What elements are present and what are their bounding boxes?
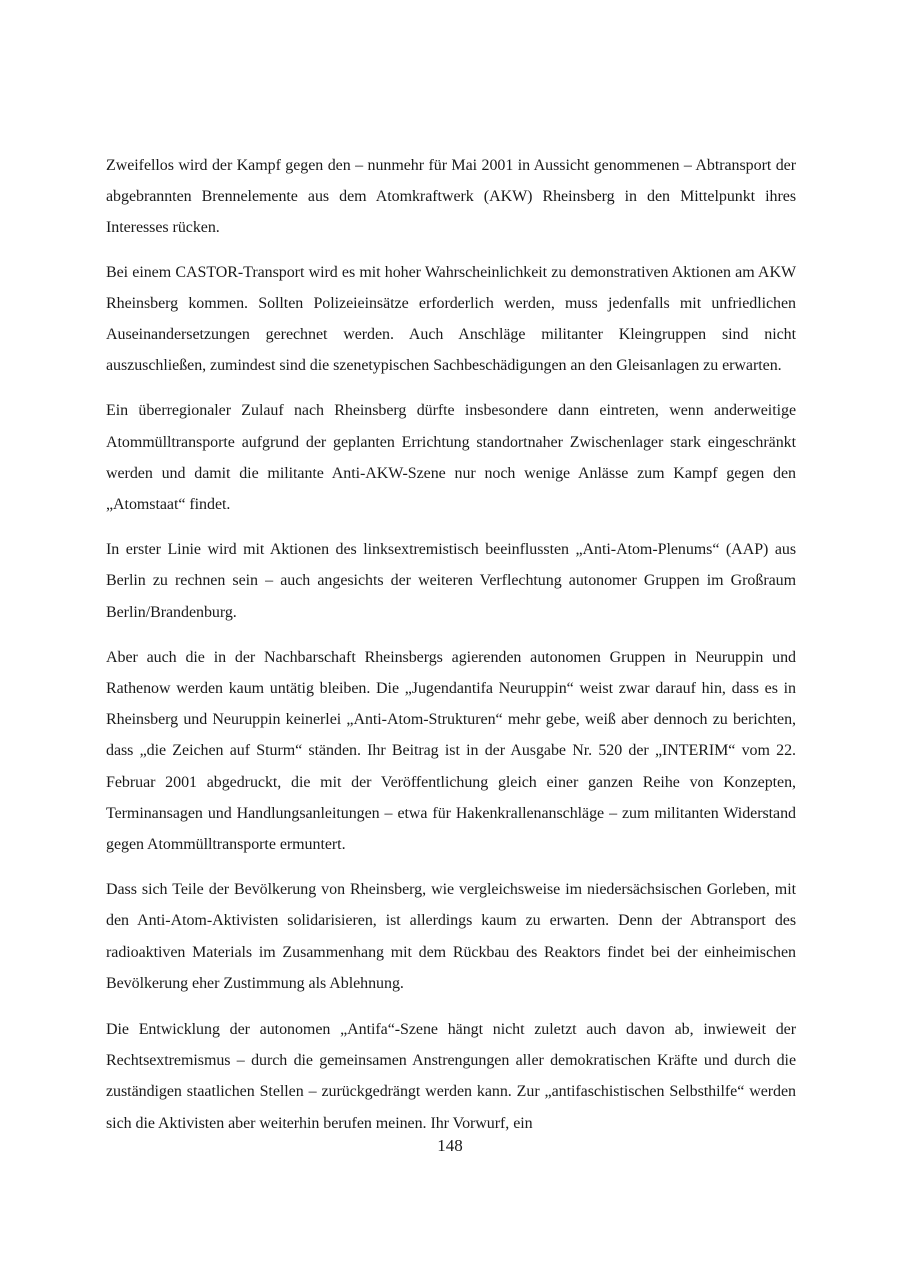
paragraph-anti-atom-plenum: In erster Linie wird mit Aktionen des linksextremistisch beeinflussten „Anti-Atom-Plenums“ (AAP) aus Berlin zu rechnen sein – auch angesichts der weiteren Verflechtung autonomer Gruppen im Großraum Berlin/Brandenburg. bbox=[106, 541, 796, 621]
paragraph-antifa-szene: Die Entwicklung der autonomen „Antifa“-Szene hängt nicht zuletzt auch davon ab, inwieweit der Rechtsextremismus – durch die gemeinsamen Anstrengungen aller demokratischen Kräfte und durch die zuständigen staatlichen Stellen – zurückgedrängt werden kann. Zur „antifaschistischen Selbsthilfe“ werden sich die Aktivisten aber weiterhin berufen meinen. Ihr Vorwurf, ein bbox=[106, 1021, 796, 1132]
page-number: 148 bbox=[437, 1136, 463, 1155]
body-text bbox=[106, 150, 796, 1153]
paragraph-bevoelkerung: Dass sich Teile der Bevölkerung von Rheinsberg, wie vergleichsweise im niedersächsischen Gorleben, mit den Anti-Atom-Aktivisten solidarisieren, ist allerdings kaum zu erwarten. Denn der Abtransport des radioaktiven Materials im Zusammenhang mit dem Rückbau des Reaktors findet bei der einheimischen Bevölkerung eher Zustimmung als Ablehnung. bbox=[106, 881, 796, 992]
paragraph-ueberregionaler-zulauf: Ein überregionaler Zulauf nach Rheinsberg dürfte insbesondere dann eintreten, wenn anderweitige Atommülltransporte aufgrund der geplanten Errichtung standortnaher Zwischenlager stark eingeschränkt werden und damit die militante Anti-AKW-Szene nur noch wenige Anlässe zum Kampf gegen den „Atomstaat“ findet. bbox=[106, 402, 796, 514]
paragraph-autonome-gruppen: Aber auch die in der Nachbarschaft Rheinsbergs agierenden autonomen Gruppen in Neuruppin und Rathenow werden kaum untätig bleiben. Die „Jugendantifa Neuruppin“ weist zwar darauf hin, dass es in Rheinsberg und Neuruppin keinerlei „Anti-Atom-Strukturen“ mehr gebe, weiß aber dennoch zu berichten, dass „die Zeichen auf Sturm“ ständen. Ihr Beitrag ist in der Ausgabe Nr. 520 der „INTERIM“ vom 22. Februar 2001 abgedruckt, die mit der Veröffentlichung gleich einer ganzen Reihe von Konzepten, Terminansagen und Handlungsanleitungen – etwa für Hakenkrallenanschläge – zum militanten Widerstand gegen Atommülltransporte ermuntert. bbox=[106, 648, 796, 854]
paragraph-castor-abtransport: Zweifellos wird der Kampf gegen den – nunmehr für Mai 2001 in Aussicht genommenen – Abtransport der abgebrannten Brennelemente aus dem Atomkraftwerk (AKW) Rheinsberg in den Mittelpunkt ihres Interesses rücken. bbox=[106, 157, 796, 237]
paragraph-castor-transport: Bei einem CASTOR-Transport wird es mit hoher Wahrscheinlichkeit zu demonstrativen Aktionen am AKW Rheinsberg kommen. Sollten Polizeieinsätze erforderlich werden, muss jedenfalls mit unfriedlichen Auseinandersetzungen gerechnet werden. Auch Anschläge militanter Kleingruppen sind nicht auszuschließen, zumindest sind die szenetypischen Sachbeschädigungen an den Gleisanlagen zu erwarten. bbox=[106, 263, 796, 375]
